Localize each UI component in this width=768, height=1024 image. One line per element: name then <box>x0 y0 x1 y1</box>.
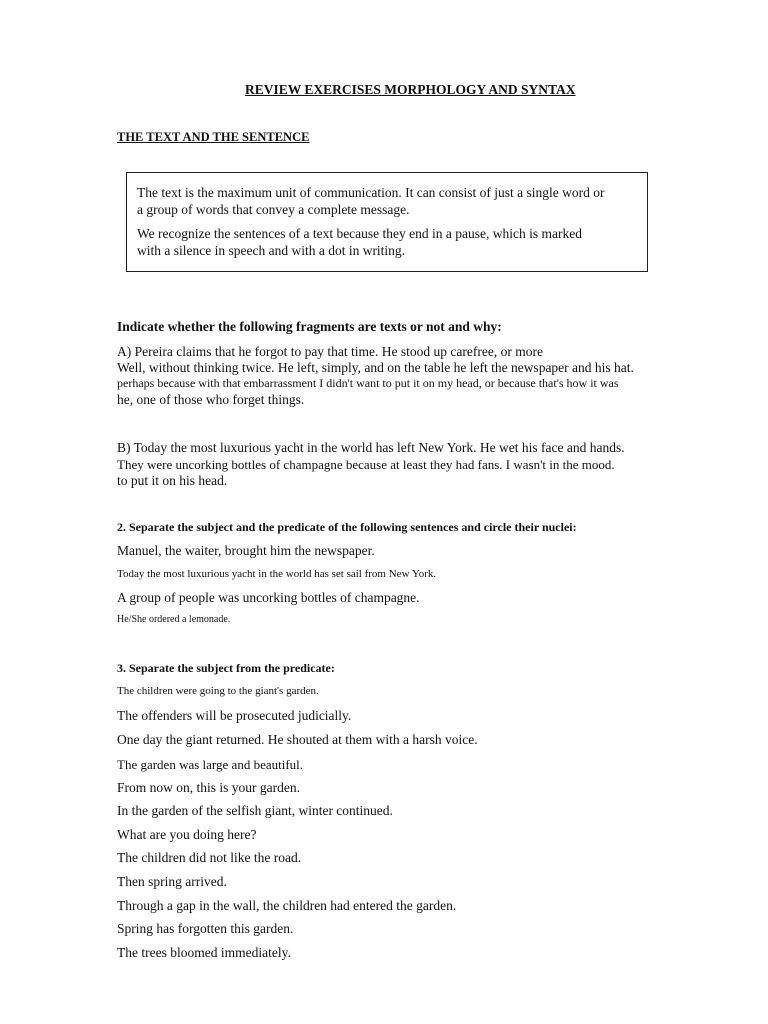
exercise-2-sentence: He/She ordered a lemonade. <box>117 614 231 625</box>
exercise-3-instruction: 3. Separate the subject from the predicate: <box>117 661 335 675</box>
exercise-3-sentence: In the garden of the selfish giant, winter continued. <box>117 803 393 818</box>
exercise-2-instruction: 2. Separate the subject and the predicate of the following sentences and circle their nuclei: <box>117 520 577 534</box>
exercise-3-sentence: The garden was large and beautiful. <box>117 757 304 772</box>
fragment-a-line: he, one of those who forget things. <box>117 392 305 407</box>
exercise-3-sentence: One day the giant returned. He shouted at them with a harsh voice. <box>117 732 478 747</box>
exercise-3-sentence: The children did not like the road. <box>117 850 302 865</box>
fragment-a-line: A) Pereira claims that he forgot to pay that time. He stood up carefree, or more <box>117 344 543 359</box>
exercise-3-sentence: What are you doing here? <box>117 827 257 842</box>
fragment-a-line: perhaps because with that embarrassment I didn't want to put it on my head, or because that's how it was <box>117 376 619 390</box>
section-heading: THE TEXT AND THE SENTENCE <box>117 130 310 144</box>
exercise-3-sentence: From now on, this is your garden. <box>117 780 300 795</box>
exercise-2-sentence: Today the most luxurious yacht in the world has set sail from New York. <box>117 568 437 580</box>
exercise-3-sentence: Spring has forgotten this garden. <box>117 921 294 936</box>
exercise-2-sentence: A group of people was uncorking bottles of champagne. <box>117 590 420 605</box>
exercise-3-sentence: Through a gap in the wall, the children had entered the garden. <box>117 898 457 913</box>
exercise-3-sentence: Then spring arrived. <box>117 874 227 889</box>
exercise-3-sentence: The offenders will be prosecuted judicially. <box>117 708 352 723</box>
exercise-1-instruction: Indicate whether the following fragments are texts or not and why: <box>117 319 502 334</box>
definition-box <box>126 172 648 272</box>
fragment-b-line: B) Today the most luxurious yacht in the world has left New York. He wet his face and hands. <box>117 440 625 455</box>
fragment-b-line: They were uncorking bottles of champagne because at least they had fans. I wasn't in the mood. <box>117 457 615 472</box>
definition-paragraph: We recognize the sentences of a text because they end in a pause, which is marked with a silence in speech and with a dot in writing. <box>137 226 582 258</box>
definition-paragraph: The text is the maximum unit of communication. It can consist of just a single word or a group of words that convey a complete message. <box>137 185 605 217</box>
fragment-a-line: Well, without thinking twice. He left, simply, and on the table he left the newspaper and his hat. <box>117 360 634 375</box>
exercise-3-sentence: The trees bloomed immediately. <box>117 945 291 960</box>
page-title: REVIEW EXERCISES MORPHOLOGY AND SYNTAX <box>245 82 576 97</box>
fragment-b-line: to put it on his head. <box>117 473 228 488</box>
exercise-2-sentence: Manuel, the waiter, brought him the newspaper. <box>117 543 375 558</box>
exercise-3-sentence: The children were going to the giant's garden. <box>117 685 319 697</box>
